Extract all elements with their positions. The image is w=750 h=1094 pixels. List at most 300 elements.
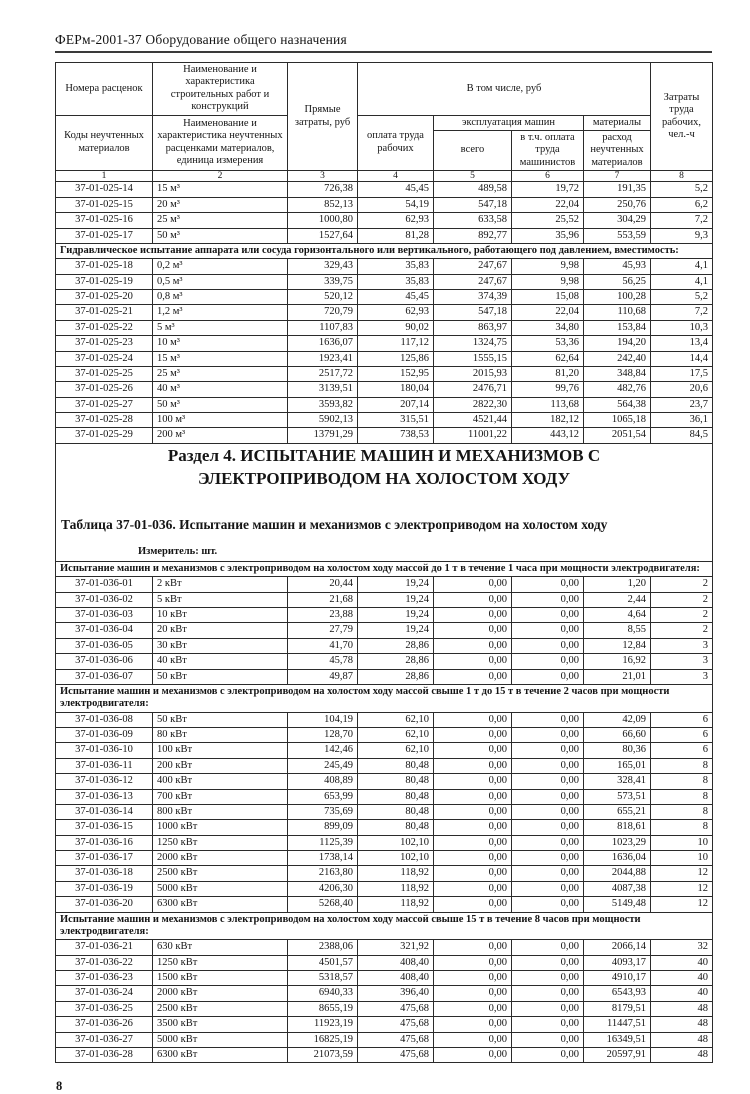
rate-value-cell: 81,20 [512,366,584,381]
rate-value-cell: 6543,93 [584,986,651,1001]
rate-value-cell: 242,40 [584,351,651,366]
rate-name-cell: 3500 кВт [153,1017,288,1032]
rate-value-cell: 553,59 [584,228,651,243]
rate-value-cell: 62,10 [358,743,434,758]
rate-code-cell: 37-01-036-14 [56,804,153,819]
rate-value-cell: 408,89 [288,774,358,789]
rate-value-cell: 2 [651,577,713,592]
rate-value-cell: 53,36 [512,336,584,351]
rate-value-cell: 0,00 [434,728,512,743]
rate-value-cell: 9,3 [651,228,713,243]
rate-value-cell: 547,18 [434,197,512,212]
rate-value-cell: 0,00 [434,623,512,638]
rate-value-cell: 90,02 [358,320,434,335]
rate-value-cell: 27,79 [288,623,358,638]
rate-value-cell: 0,00 [512,835,584,850]
rate-value-cell: 104,19 [288,712,358,727]
rate-value-cell: 0,00 [512,654,584,669]
rate-value-cell: 19,24 [358,623,434,638]
rate-value-cell: 4206,30 [288,881,358,896]
rate-value-cell: 2163,80 [288,866,358,881]
table-row [56,986,713,1001]
column-numbering-row [56,171,713,182]
group-header-text: Испытание машин и механизмов с электроприводом на холостом ходу массой свыше 1 т до 15 т в течение 2 часов при мощности электродвигателя: [56,684,713,712]
rate-name-cell: 50 кВт [153,712,288,727]
rate-name-cell: 1500 кВт [153,971,288,986]
rate-value-cell: 2 [651,623,713,638]
rate-value-cell: 0,00 [512,866,584,881]
rate-name-cell: 100 м³ [153,413,288,428]
table-row [56,955,713,970]
rate-value-cell: 0,00 [512,712,584,727]
table-row [56,182,713,197]
rate-value-cell: 7,2 [651,213,713,228]
rate-value-cell: 45,93 [584,259,651,274]
rate-value-cell: 0,00 [434,789,512,804]
rate-value-cell: 0,00 [512,577,584,592]
rate-value-cell: 0,00 [434,897,512,912]
rate-code-cell: 37-01-036-23 [56,971,153,986]
rate-code-cell: 37-01-025-29 [56,428,153,443]
rate-value-cell: 0,00 [434,758,512,773]
rate-value-cell: 899,09 [288,820,358,835]
rate-value-cell: 475,68 [358,1032,434,1047]
rate-name-cell: 80 кВт [153,728,288,743]
rate-value-cell: 54,19 [358,197,434,212]
rate-name-cell: 20 м³ [153,197,288,212]
rate-code-cell: 37-01-036-03 [56,608,153,623]
rate-value-cell: 1107,83 [288,320,358,335]
rate-value-cell: 5,2 [651,182,713,197]
table-row [56,305,713,320]
rate-value-cell: 2044,88 [584,866,651,881]
table-body [56,182,713,1063]
rate-value-cell: 3 [651,654,713,669]
table-row [56,804,713,819]
rate-value-cell: 12 [651,881,713,896]
rate-value-cell: 6940,33 [288,986,358,1001]
table-row [56,577,713,592]
rate-value-cell: 374,39 [434,290,512,305]
table-row [56,228,713,243]
rate-value-cell: 892,77 [434,228,512,243]
rate-name-cell: 40 кВт [153,654,288,669]
section-block [56,443,713,561]
rate-value-cell: 547,18 [434,305,512,320]
rate-code-cell: 37-01-025-16 [56,213,153,228]
table-title: Таблица 37-01-036. Испытание машин и механизмов с электроприводом на холостом ходу [61,516,608,532]
rate-value-cell: 1923,41 [288,351,358,366]
rate-value-cell: 0,00 [512,820,584,835]
rate-value-cell: 0,00 [512,1047,584,1062]
rate-value-cell: 118,92 [358,881,434,896]
rate-value-cell: 11447,51 [584,1017,651,1032]
rate-value-cell: 62,10 [358,712,434,727]
rate-code-cell: 37-01-025-18 [56,259,153,274]
rate-value-cell: 66,60 [584,728,651,743]
rate-value-cell: 0,00 [434,820,512,835]
rate-name-cell: 10 кВт [153,608,288,623]
rate-value-cell: 16,92 [584,654,651,669]
rate-code-cell: 37-01-036-26 [56,1017,153,1032]
rate-value-cell: 475,68 [358,1001,434,1016]
rate-value-cell: 41,70 [288,638,358,653]
table-row [56,654,713,669]
rate-value-cell: 28,86 [358,669,434,684]
rate-name-cell: 50 м³ [153,228,288,243]
rate-name-cell: 800 кВт [153,804,288,819]
rate-value-cell: 45,45 [358,290,434,305]
rate-code-cell: 37-01-025-24 [56,351,153,366]
table-row [56,881,713,896]
rate-value-cell: 2 [651,608,713,623]
rate-value-cell: 21073,59 [288,1047,358,1062]
rate-name-cell: 15 м³ [153,182,288,197]
rate-value-cell: 2 [651,592,713,607]
rate-code-cell: 37-01-036-16 [56,835,153,850]
rate-code-cell: 37-01-025-14 [56,182,153,197]
table-row [56,820,713,835]
rate-value-cell: 0,00 [512,971,584,986]
group-header-text: Гидравлическое испытание аппарата или сосуда горизонтального или вертикального, работающего под давлением, вместимость: [56,243,713,258]
rate-value-cell: 0,00 [434,774,512,789]
rate-value-cell: 21,68 [288,592,358,607]
col-number: 8 [651,171,713,182]
rate-code-cell: 37-01-025-19 [56,274,153,289]
rate-value-cell: 34,80 [512,320,584,335]
rate-value-cell: 22,04 [512,305,584,320]
rate-value-cell: 1555,15 [434,351,512,366]
rate-value-cell: 489,58 [434,182,512,197]
rate-value-cell: 304,29 [584,213,651,228]
rate-value-cell: 0,00 [434,971,512,986]
rate-value-cell: 8,55 [584,623,651,638]
col-header-labor: Затраты труда рабочих, чел.-ч [651,63,713,171]
rate-value-cell: 16349,51 [584,1032,651,1047]
rate-value-cell: 48 [651,1001,713,1016]
rate-value-cell: 863,97 [434,320,512,335]
rate-value-cell: 23,7 [651,397,713,412]
rate-value-cell: 443,12 [512,428,584,443]
rate-value-cell: 42,09 [584,712,651,727]
rate-name-cell: 30 кВт [153,638,288,653]
rate-name-cell: 1250 кВт [153,835,288,850]
rate-value-cell: 408,40 [358,971,434,986]
col-header-total: всего [434,130,512,170]
col-header-codes-top: Номера расценок [56,63,153,116]
rate-value-cell: 8 [651,758,713,773]
rate-name-cell: 1000 кВт [153,820,288,835]
rate-value-cell: 28,86 [358,638,434,653]
rate-value-cell: 348,84 [584,366,651,381]
rate-value-cell: 0,00 [434,851,512,866]
table-row [56,851,713,866]
rate-name-cell: 25 м³ [153,366,288,381]
rate-value-cell: 5268,40 [288,897,358,912]
table-row [56,835,713,850]
table-row [56,1017,713,1032]
table-row [56,197,713,212]
rate-value-cell: 0,00 [512,1001,584,1016]
rate-value-cell: 117,12 [358,336,434,351]
rate-name-cell: 6300 кВт [153,1047,288,1062]
rate-value-cell: 113,68 [512,397,584,412]
rate-value-cell: 152,95 [358,366,434,381]
rate-value-cell: 165,01 [584,758,651,773]
rate-value-cell: 5149,48 [584,897,651,912]
rate-value-cell: 0,00 [434,608,512,623]
rate-value-cell: 20,44 [288,577,358,592]
col-header-direct-costs: Прямые затраты, руб [288,63,358,171]
rate-value-cell: 62,10 [358,728,434,743]
rate-name-cell: 5 кВт [153,592,288,607]
rate-value-cell: 0,00 [512,592,584,607]
rate-code-cell: 37-01-036-27 [56,1032,153,1047]
rate-value-cell: 62,93 [358,305,434,320]
rate-value-cell: 142,46 [288,743,358,758]
page-number: 8 [56,1079,63,1094]
col-number: 3 [288,171,358,182]
rate-value-cell: 1023,29 [584,835,651,850]
col-header-materials-group: материалы [584,115,651,130]
rate-value-cell: 0,00 [434,804,512,819]
rate-value-cell: 1527,64 [288,228,358,243]
rate-value-cell: 19,72 [512,182,584,197]
rate-value-cell: 0,00 [512,955,584,970]
rate-name-cell: 100 кВт [153,743,288,758]
table-row [56,1047,713,1062]
rate-value-cell: 8 [651,774,713,789]
table-row [56,728,713,743]
rate-value-cell: 10 [651,835,713,850]
rate-code-cell: 37-01-025-28 [56,413,153,428]
rate-value-cell: 10 [651,851,713,866]
table-row [56,743,713,758]
rate-value-cell: 329,43 [288,259,358,274]
rate-value-cell: 102,10 [358,835,434,850]
rate-value-cell: 48 [651,1047,713,1062]
rate-value-cell: 633,58 [434,213,512,228]
rate-value-cell: 8 [651,804,713,819]
rate-name-cell: 6300 кВт [153,897,288,912]
rate-value-cell: 194,20 [584,336,651,351]
rate-value-cell: 62,93 [358,213,434,228]
col-header-codes-bottom: Коды неучтенных материалов [56,115,153,171]
unit-label: Измеритель: шт. [138,545,218,557]
rate-value-cell: 0,00 [512,881,584,896]
rate-value-cell: 250,76 [584,197,651,212]
rate-value-cell: 321,92 [358,940,434,955]
table-row [56,382,713,397]
col-header-name-bottom: Наименование и характеристика неучтенных расценками материалов, единица измерения [153,115,288,171]
rate-value-cell: 4910,17 [584,971,651,986]
table-row [56,397,713,412]
rate-value-cell: 10,3 [651,320,713,335]
rate-code-cell: 37-01-025-27 [56,397,153,412]
group-header-row [56,684,713,712]
rate-value-cell: 80,48 [358,820,434,835]
table-row [56,274,713,289]
rate-code-cell: 37-01-025-23 [56,336,153,351]
rate-value-cell: 0,00 [512,804,584,819]
rate-value-cell: 0,00 [512,638,584,653]
rate-value-cell: 32 [651,940,713,955]
rate-value-cell: 125,86 [358,351,434,366]
rate-value-cell: 475,68 [358,1017,434,1032]
rate-name-cell: 200 кВт [153,758,288,773]
rate-value-cell: 19,24 [358,592,434,607]
rate-code-cell: 37-01-036-17 [56,851,153,866]
rate-value-cell: 245,49 [288,758,358,773]
rate-name-cell: 400 кВт [153,774,288,789]
col-header-name-top: Наименование и характеристика строительных работ и конструкций [153,63,288,116]
rate-value-cell: 0,00 [434,955,512,970]
rate-value-cell: 6,2 [651,197,713,212]
col-number: 5 [434,171,512,182]
rate-value-cell: 20597,91 [584,1047,651,1062]
rate-value-cell: 0,00 [434,1047,512,1062]
rate-value-cell: 5318,57 [288,971,358,986]
rate-value-cell: 49,87 [288,669,358,684]
rate-value-cell: 180,04 [358,382,434,397]
rate-value-cell: 3139,51 [288,382,358,397]
rate-value-cell: 14,4 [651,351,713,366]
rate-value-cell: 0,00 [434,669,512,684]
rate-value-cell: 1125,39 [288,835,358,850]
rate-value-cell: 720,79 [288,305,358,320]
rate-value-cell: 0,00 [434,940,512,955]
rate-code-cell: 37-01-025-20 [56,290,153,305]
rate-value-cell: 1636,04 [584,851,651,866]
rate-value-cell: 45,45 [358,182,434,197]
rate-value-cell: 0,00 [434,1001,512,1016]
header-row-1 [56,63,713,116]
rate-value-cell: 0,00 [512,986,584,1001]
rate-value-cell: 4,1 [651,274,713,289]
rate-code-cell: 37-01-036-01 [56,577,153,592]
rate-code-cell: 37-01-036-11 [56,758,153,773]
rate-value-cell: 80,48 [358,774,434,789]
rate-name-cell: 630 кВт [153,940,288,955]
rate-value-cell: 12,84 [584,638,651,653]
rate-value-cell: 0,00 [512,940,584,955]
table-row [56,789,713,804]
rate-name-cell: 0,5 м³ [153,274,288,289]
rate-value-cell: 1000,80 [288,213,358,228]
rate-code-cell: 37-01-036-02 [56,592,153,607]
section-row [56,443,713,561]
rate-code-cell: 37-01-036-19 [56,881,153,896]
group-header-text: Испытание машин и механизмов с электроприводом на холостом ходу массой свыше 15 т в течение 8 часов при мощности электродвигателя: [56,912,713,940]
rate-code-cell: 37-01-025-22 [56,320,153,335]
rate-value-cell: 0,00 [434,712,512,727]
rate-value-cell: 13,4 [651,336,713,351]
rate-value-cell: 80,48 [358,789,434,804]
table-row [56,897,713,912]
rate-value-cell: 11001,22 [434,428,512,443]
rate-value-cell: 4,64 [584,608,651,623]
col-number: 6 [512,171,584,182]
rate-value-cell: 4093,17 [584,955,651,970]
rate-name-cell: 700 кВт [153,789,288,804]
rate-value-cell: 0,00 [512,623,584,638]
rate-value-cell: 0,00 [434,835,512,850]
rate-value-cell: 0,00 [512,851,584,866]
rate-value-cell: 25,52 [512,213,584,228]
rate-value-cell: 653,99 [288,789,358,804]
table-row [56,1032,713,1047]
rate-value-cell: 852,13 [288,197,358,212]
rate-name-cell: 200 м³ [153,428,288,443]
rate-name-cell: 2000 кВт [153,851,288,866]
rate-value-cell: 2388,06 [288,940,358,955]
rate-value-cell: 2517,72 [288,366,358,381]
rate-value-cell: 15,08 [512,290,584,305]
rate-value-cell: 2066,14 [584,940,651,955]
col-number: 4 [358,171,434,182]
rate-value-cell: 48 [651,1032,713,1047]
rate-code-cell: 37-01-036-25 [56,1001,153,1016]
rate-value-cell: 84,5 [651,428,713,443]
rate-code-cell: 37-01-025-26 [56,382,153,397]
table-row [56,351,713,366]
rate-value-cell: 28,86 [358,654,434,669]
rate-value-cell: 1324,75 [434,336,512,351]
rate-value-cell: 8655,19 [288,1001,358,1016]
col-number: 2 [153,171,288,182]
rate-value-cell: 40 [651,955,713,970]
rate-value-cell: 0,00 [512,743,584,758]
rate-value-cell: 520,12 [288,290,358,305]
rate-code-cell: 37-01-036-24 [56,986,153,1001]
rate-value-cell: 0,00 [434,986,512,1001]
rate-value-cell: 8179,51 [584,1001,651,1016]
rate-value-cell: 2015,93 [434,366,512,381]
table-row [56,758,713,773]
rate-code-cell: 37-01-036-15 [56,820,153,835]
col-number: 7 [584,171,651,182]
rate-value-cell: 23,88 [288,608,358,623]
rate-name-cell: 5 м³ [153,320,288,335]
rate-value-cell: 0,00 [512,897,584,912]
table-row [56,638,713,653]
rate-value-cell: 726,38 [288,182,358,197]
rate-value-cell: 5,2 [651,290,713,305]
col-header-machines-group: эксплуатация машин [434,115,584,130]
rate-name-cell: 2 кВт [153,577,288,592]
rate-value-cell: 22,04 [512,197,584,212]
group-header-row [56,561,713,576]
rate-value-cell: 408,40 [358,955,434,970]
rate-value-cell: 3 [651,669,713,684]
rate-value-cell: 8 [651,820,713,835]
rate-value-cell: 21,01 [584,669,651,684]
rate-value-cell: 12 [651,897,713,912]
rate-code-cell: 37-01-036-28 [56,1047,153,1062]
rate-name-cell: 0,2 м³ [153,259,288,274]
rate-value-cell: 482,76 [584,382,651,397]
table-row [56,428,713,443]
rate-code-cell: 37-01-036-06 [56,654,153,669]
table-row [56,336,713,351]
rate-value-cell: 2,44 [584,592,651,607]
rate-value-cell: 247,67 [434,259,512,274]
rate-value-cell: 339,75 [288,274,358,289]
rate-value-cell: 182,12 [512,413,584,428]
table-row [56,971,713,986]
rate-name-cell: 50 м³ [153,397,288,412]
rate-value-cell: 0,00 [512,1017,584,1032]
